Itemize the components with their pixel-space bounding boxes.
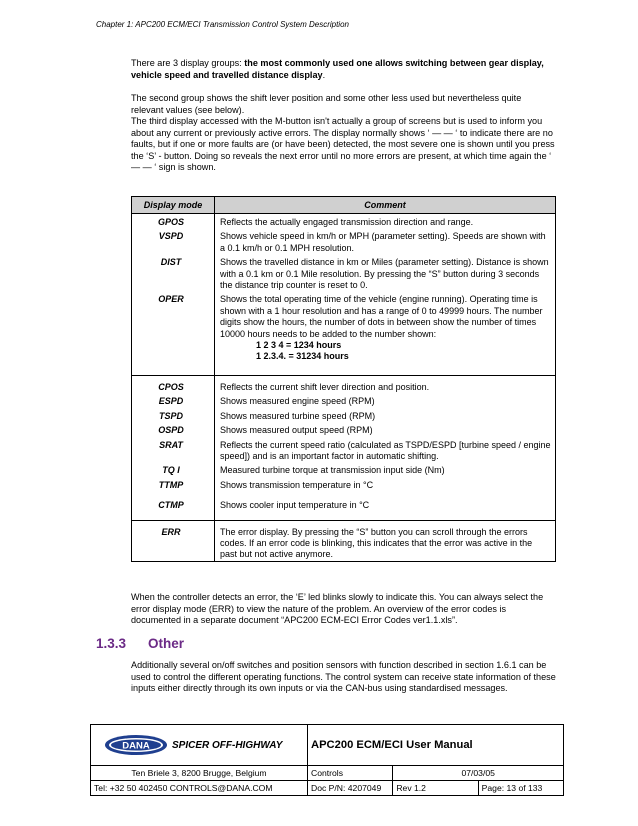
intro-paragraph-3: The third display accessed with the M-button isn't actually a group of screens but is used to inform you about any current or previously active errors. The display normally shows ‘ — — ‘ to indicate there are no faults, but if one or more faults are (or have been) detected, the most severe one is shown until you press the ‘S’ - button. Doing so reveals the next error until no more errors are present, at which time again the ‘ — — ‘ sign is shown. bbox=[131, 116, 555, 173]
table-row bbox=[132, 291, 556, 375]
mode-cell: OPER bbox=[132, 291, 215, 375]
table-row bbox=[132, 477, 556, 497]
intro-paragraph-1: There are 3 display groups: the most commonly used one allows switching between gear display, vehicle speed and travelled distance display. bbox=[131, 58, 544, 80]
mode-cell: TTMP bbox=[132, 477, 215, 497]
table-row bbox=[132, 393, 556, 407]
footer-address: Ten Briele 3, 8200 Brugge, Belgium bbox=[91, 766, 308, 781]
display-mode-table bbox=[131, 196, 556, 562]
mode-cell: ERR bbox=[132, 520, 215, 561]
mode-cell: SRAT bbox=[132, 437, 215, 463]
comment-cell: The error display. By pressing the “S” button you can scroll through the errors codes. If an error code is blinking, this indicates that the error was active in the past but not active anymore. bbox=[215, 520, 556, 561]
section-title: Other bbox=[148, 636, 185, 651]
table-row bbox=[132, 375, 556, 393]
table-row bbox=[132, 254, 556, 291]
mode-cell: TSPD bbox=[132, 408, 215, 422]
comment-cell: Shows measured output speed (RPM) bbox=[215, 422, 556, 436]
mode-cell: CPOS bbox=[132, 375, 215, 393]
mode-cell: DIST bbox=[132, 254, 215, 291]
table-row bbox=[132, 228, 556, 254]
comment-cell: Shows vehicle speed in km/h or MPH (parameter setting). Speeds are shown with a 0.1 km/h or 0.1 MPH resolution. bbox=[215, 228, 556, 254]
table-row bbox=[132, 520, 556, 561]
brand-name: SPICER OFF-HIGHWAY bbox=[172, 739, 283, 751]
mode-cell: OSPD bbox=[132, 422, 215, 436]
column-header-display-mode: Display mode bbox=[132, 197, 215, 214]
svg-text:DANA: DANA bbox=[122, 740, 150, 752]
comment-cell: Reflects the actually engaged transmission direction and range. bbox=[215, 214, 556, 229]
dana-logo-icon bbox=[104, 734, 168, 756]
error-paragraph: When the controller detects an error, the ‘E’ led blinks slowly to indicate this. You can always select the error display mode (ERR) to view the nature of the problem. An overview of the error codes is documented in a separate document “APC200 ECM-ECI Error Codes ver1.1.xls”. bbox=[131, 592, 544, 626]
table-row bbox=[132, 437, 556, 463]
footer-category: Controls bbox=[308, 766, 393, 781]
comment-cell bbox=[215, 291, 556, 375]
intro-paragraph-2: The second group shows the shift lever position and some other less used but nevertheless quite relevant values (see below). bbox=[131, 93, 522, 115]
section-number: 1.3.3 bbox=[96, 636, 127, 651]
mode-cell: TQ I bbox=[132, 462, 215, 476]
table-row bbox=[132, 497, 556, 520]
footer-manual-title: APC200 ECM/ECI User Manual bbox=[308, 725, 564, 766]
mode-cell: VSPD bbox=[132, 228, 215, 254]
section-paragraph: Additionally several on/off switches and position sensors with function described in section 1.6.1 can be used to control the different operating functions. The control system can receive state information of these inputs either directly through its own inputs or via the CAN-bus using standardised messages. bbox=[131, 660, 556, 694]
comment-cell: Shows measured engine speed (RPM) bbox=[215, 393, 556, 407]
column-header-comment: Comment bbox=[215, 197, 556, 214]
mode-cell: GPOS bbox=[132, 214, 215, 229]
table-row bbox=[132, 408, 556, 422]
table-row bbox=[132, 214, 556, 229]
page-header-chapter: Chapter 1: APC200 ECM/ECI Transmission Control System Description bbox=[96, 20, 349, 29]
comment-cell: Reflects the current speed ratio (calculated as TSPD/ESPD [turbine speed / engine speed]) and is an important factor in automatic shifting. bbox=[215, 437, 556, 463]
oper-example-line-2: 1 2.3.4. = 31234 hours bbox=[256, 351, 349, 362]
comment-text: Shows the total operating time of the vehicle (engine running). Operating time is shown with a 1 hour resolution and has a range of 0 to 49999 hours. The number digits show the hours, the number of dots in between show the number of times 10000 hours needs to be added to the number shown: bbox=[220, 294, 543, 339]
oper-example-line-1: 1 2 3 4 = 1234 hours bbox=[256, 340, 342, 351]
footer-contact: Tel: +32 50 402450 CONTROLS@DANA.COM bbox=[91, 781, 308, 796]
mode-cell: ESPD bbox=[132, 393, 215, 407]
comment-cell: Shows cooler input temperature in °C bbox=[215, 497, 556, 520]
footer-doc-pn: Doc P/N: 4207049 bbox=[308, 781, 393, 796]
document-footer bbox=[90, 724, 564, 796]
footer-page-number: Page: 13 of 133 bbox=[478, 781, 563, 796]
table-row bbox=[132, 462, 556, 476]
footer-revision: Rev 1.2 bbox=[393, 781, 478, 796]
comment-cell: Shows transmission temperature in °C bbox=[215, 477, 556, 497]
footer-logo-cell bbox=[91, 725, 308, 766]
footer-date: 07/03/05 bbox=[393, 766, 564, 781]
comment-cell: Reflects the current shift lever direction and position. bbox=[215, 375, 556, 393]
comment-cell: Shows measured turbine speed (RPM) bbox=[215, 408, 556, 422]
comment-cell: Shows the travelled distance in km or Miles (parameter setting). Distance is shown with a 0.1 km or 0.1 Mile resolution. By pressing the “S” button during 3 seconds the distance trip counter is reset to 0. bbox=[215, 254, 556, 291]
table-header-row bbox=[132, 197, 556, 214]
comment-cell: Measured turbine torque at transmission input side (Nm) bbox=[215, 462, 556, 476]
mode-cell: CTMP bbox=[132, 497, 215, 520]
section-heading bbox=[96, 636, 184, 651]
dana-logo bbox=[94, 734, 304, 756]
table-row bbox=[132, 422, 556, 436]
